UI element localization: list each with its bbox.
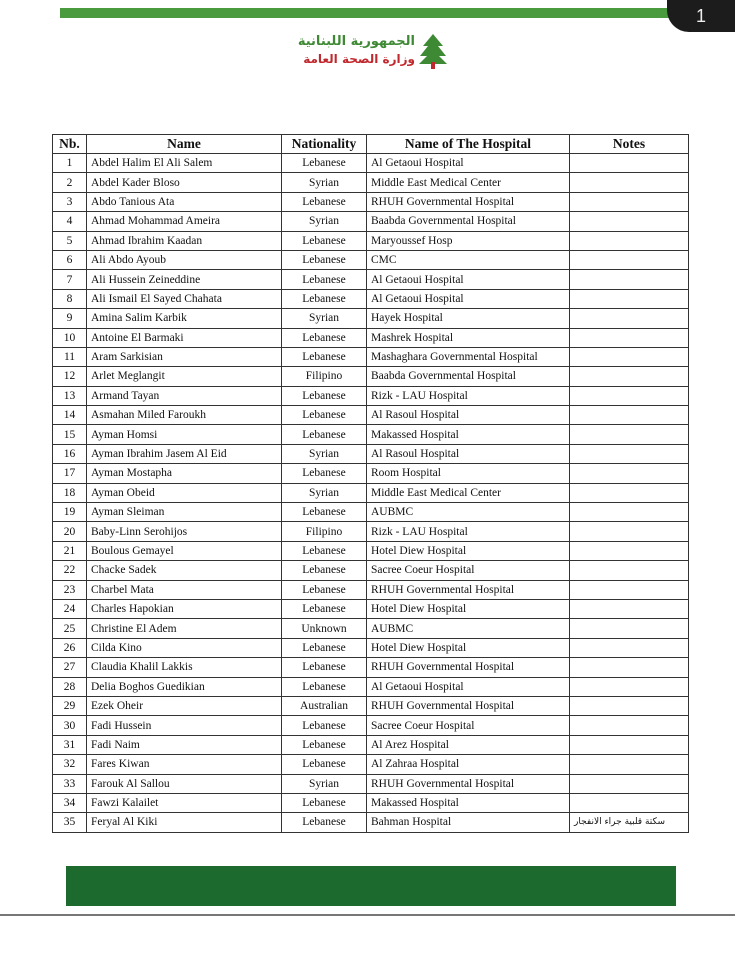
cell-nb: 5 xyxy=(53,231,87,250)
cell-nationality: Syrian xyxy=(282,774,367,793)
footer-band xyxy=(66,866,676,906)
cell-nationality: Lebanese xyxy=(282,464,367,483)
footer-rule xyxy=(0,914,735,916)
cell-nationality: Lebanese xyxy=(282,658,367,677)
cell-name: Fares Kiwan xyxy=(87,755,282,774)
cell-name: Amina Salim Karbik xyxy=(87,309,282,328)
header-nationality: Nationality xyxy=(282,135,367,154)
cell-nationality: Lebanese xyxy=(282,406,367,425)
table-row xyxy=(53,522,689,541)
cell-nationality: Syrian xyxy=(282,483,367,502)
cell-nb: 17 xyxy=(53,464,87,483)
cell-hospital: Hotel Diew Hospital xyxy=(367,638,570,657)
cell-nb: 2 xyxy=(53,173,87,192)
cell-nb: 21 xyxy=(53,541,87,560)
cell-notes xyxy=(570,192,689,211)
cell-nationality: Lebanese xyxy=(282,192,367,211)
cell-name: Ayman Homsi xyxy=(87,425,282,444)
cell-name: Antoine El Barmaki xyxy=(87,328,282,347)
cell-nb: 33 xyxy=(53,774,87,793)
cell-hospital: Middle East Medical Center xyxy=(367,173,570,192)
cell-nb: 8 xyxy=(53,289,87,308)
table-row xyxy=(53,813,689,832)
cell-hospital: Room Hospital xyxy=(367,464,570,483)
table-row xyxy=(53,425,689,444)
cell-nb: 7 xyxy=(53,270,87,289)
cell-nb: 18 xyxy=(53,483,87,502)
header-name: Name xyxy=(87,135,282,154)
cell-notes xyxy=(570,386,689,405)
cell-nb: 12 xyxy=(53,367,87,386)
cell-name: Claudia Khalil Lakkis xyxy=(87,658,282,677)
cell-name: Ayman Ibrahim Jasem Al Eid xyxy=(87,444,282,463)
cell-name: Ali Abdo Ayoub xyxy=(87,250,282,269)
cell-nationality: Lebanese xyxy=(282,231,367,250)
table-row xyxy=(53,464,689,483)
cell-nationality: Filipino xyxy=(282,522,367,541)
cell-hospital: Makassed Hospital xyxy=(367,425,570,444)
cell-nb: 35 xyxy=(53,813,87,832)
table-row xyxy=(53,774,689,793)
page-indicator: 1 xyxy=(667,0,735,32)
cell-nationality: Syrian xyxy=(282,309,367,328)
cell-nationality: Syrian xyxy=(282,444,367,463)
cell-hospital: Sacree Coeur Hospital xyxy=(367,561,570,580)
cell-notes xyxy=(570,347,689,366)
cell-hospital: RHUH Governmental Hospital xyxy=(367,580,570,599)
cell-nb: 32 xyxy=(53,755,87,774)
table-row xyxy=(53,503,689,522)
table-row xyxy=(53,347,689,366)
table-row xyxy=(53,483,689,502)
cell-name: Armand Tayan xyxy=(87,386,282,405)
cell-notes xyxy=(570,677,689,696)
logo-ministry-text: وزارة الصحة العامة xyxy=(303,52,415,66)
cell-notes xyxy=(570,619,689,638)
table-row xyxy=(53,173,689,192)
cell-nationality: Lebanese xyxy=(282,328,367,347)
cell-notes xyxy=(570,464,689,483)
cell-name: Delia Boghos Guedikian xyxy=(87,677,282,696)
cell-name: Ayman Obeid xyxy=(87,483,282,502)
cell-notes xyxy=(570,716,689,735)
cell-nationality: Lebanese xyxy=(282,250,367,269)
cell-name: Charles Hapokian xyxy=(87,599,282,618)
table-row xyxy=(53,328,689,347)
cell-hospital: Al Rasoul Hospital xyxy=(367,406,570,425)
cell-nb: 1 xyxy=(53,154,87,173)
cell-hospital: Al Zahraa Hospital xyxy=(367,755,570,774)
cell-notes xyxy=(570,173,689,192)
cell-hospital: RHUH Governmental Hospital xyxy=(367,696,570,715)
cell-notes xyxy=(570,774,689,793)
cell-notes xyxy=(570,522,689,541)
cell-nb: 25 xyxy=(53,619,87,638)
table-row xyxy=(53,250,689,269)
cell-nationality: Syrian xyxy=(282,212,367,231)
cell-name: Farouk Al Sallou xyxy=(87,774,282,793)
cell-hospital: Mashaghara Governmental Hospital xyxy=(367,347,570,366)
top-accent-bar xyxy=(60,8,680,18)
cell-notes xyxy=(570,250,689,269)
cell-name: Ali Hussein Zeineddine xyxy=(87,270,282,289)
cell-notes xyxy=(570,154,689,173)
cell-name: Ahmad Ibrahim Kaadan xyxy=(87,231,282,250)
cell-name: Ali Ismail El Sayed Chahata xyxy=(87,289,282,308)
cell-nb: 28 xyxy=(53,677,87,696)
cell-name: Charbel Mata xyxy=(87,580,282,599)
table-row xyxy=(53,696,689,715)
cell-nb: 26 xyxy=(53,638,87,657)
header-notes: Notes xyxy=(570,135,689,154)
cell-hospital: Hayek Hospital xyxy=(367,309,570,328)
cell-notes xyxy=(570,406,689,425)
cell-nb: 14 xyxy=(53,406,87,425)
cell-name: Abdo Tanious Ata xyxy=(87,192,282,211)
cell-name: Ahmad Mohammad Ameira xyxy=(87,212,282,231)
cell-nationality: Lebanese xyxy=(282,154,367,173)
cell-nb: 27 xyxy=(53,658,87,677)
cell-name: Ezek Oheir xyxy=(87,696,282,715)
cell-notes xyxy=(570,793,689,812)
cell-name: Cilda Kino xyxy=(87,638,282,657)
cell-hospital: Al Rasoul Hospital xyxy=(367,444,570,463)
cell-hospital: Mashrek Hospital xyxy=(367,328,570,347)
cell-nb: 15 xyxy=(53,425,87,444)
cell-notes xyxy=(570,444,689,463)
cell-nb: 10 xyxy=(53,328,87,347)
cell-hospital: Rizk - LAU Hospital xyxy=(367,386,570,405)
cell-nb: 23 xyxy=(53,580,87,599)
table-row xyxy=(53,619,689,638)
cell-hospital: Maryoussef Hosp xyxy=(367,231,570,250)
table-row xyxy=(53,735,689,754)
cell-name: Fawzi Kalailet xyxy=(87,793,282,812)
logo-republic-text: الجمهورية اللبنانية xyxy=(297,34,415,49)
cell-hospital: Al Getaoui Hospital xyxy=(367,154,570,173)
cell-nationality: Lebanese xyxy=(282,503,367,522)
table-row xyxy=(53,561,689,580)
cell-hospital: AUBMC xyxy=(367,503,570,522)
table-row xyxy=(53,231,689,250)
table-row xyxy=(53,755,689,774)
cell-nationality: Filipino xyxy=(282,367,367,386)
cedar-icon xyxy=(417,32,449,70)
ministry-logo xyxy=(285,30,455,72)
cell-notes xyxy=(570,755,689,774)
cell-nationality: Lebanese xyxy=(282,425,367,444)
header-nb: Nb. xyxy=(53,135,87,154)
cell-hospital: Middle East Medical Center xyxy=(367,483,570,502)
cell-notes xyxy=(570,231,689,250)
cell-notes xyxy=(570,328,689,347)
cell-nationality: Lebanese xyxy=(282,735,367,754)
cell-hospital: CMC xyxy=(367,250,570,269)
cell-nationality: Lebanese xyxy=(282,638,367,657)
cell-notes xyxy=(570,735,689,754)
cell-nationality: Lebanese xyxy=(282,793,367,812)
table-row xyxy=(53,154,689,173)
cell-notes xyxy=(570,289,689,308)
cell-nb: 11 xyxy=(53,347,87,366)
cell-nb: 19 xyxy=(53,503,87,522)
cell-hospital: Sacree Coeur Hospital xyxy=(367,716,570,735)
cell-notes xyxy=(570,638,689,657)
cell-name: Ayman Mostapha xyxy=(87,464,282,483)
table-row xyxy=(53,367,689,386)
cell-nationality: Lebanese xyxy=(282,347,367,366)
cell-nb: 6 xyxy=(53,250,87,269)
table-row xyxy=(53,386,689,405)
cell-hospital: Al Getaoui Hospital xyxy=(367,289,570,308)
cell-name: Fadi Hussein xyxy=(87,716,282,735)
table-row xyxy=(53,406,689,425)
cell-nationality: Lebanese xyxy=(282,813,367,832)
cell-hospital: Makassed Hospital xyxy=(367,793,570,812)
cell-notes xyxy=(570,270,689,289)
cell-name: Fadi Naim xyxy=(87,735,282,754)
cell-nationality: Unknown xyxy=(282,619,367,638)
cell-notes xyxy=(570,503,689,522)
cell-notes: سكتة قلبية جراء الانفجار xyxy=(570,813,689,832)
cell-nb: 30 xyxy=(53,716,87,735)
cell-name: Christine El Adem xyxy=(87,619,282,638)
cell-nb: 16 xyxy=(53,444,87,463)
table-row xyxy=(53,716,689,735)
cell-name: Chacke Sadek xyxy=(87,561,282,580)
cell-name: Abdel Halim El Ali Salem xyxy=(87,154,282,173)
cell-nationality: Lebanese xyxy=(282,289,367,308)
table-row xyxy=(53,309,689,328)
table-row xyxy=(53,192,689,211)
table-row xyxy=(53,212,689,231)
cell-nationality: Lebanese xyxy=(282,386,367,405)
table-row xyxy=(53,541,689,560)
cell-nationality: Lebanese xyxy=(282,599,367,618)
header-hospital: Name of The Hospital xyxy=(367,135,570,154)
cell-nationality: Lebanese xyxy=(282,677,367,696)
cell-name: Feryal Al Kiki xyxy=(87,813,282,832)
cell-notes xyxy=(570,425,689,444)
cell-hospital: RHUH Governmental Hospital xyxy=(367,774,570,793)
cell-nb: 31 xyxy=(53,735,87,754)
cell-nb: 13 xyxy=(53,386,87,405)
cell-nb: 9 xyxy=(53,309,87,328)
cell-nb: 22 xyxy=(53,561,87,580)
cell-hospital: AUBMC xyxy=(367,619,570,638)
cell-notes xyxy=(570,696,689,715)
table-row xyxy=(53,599,689,618)
casualty-table xyxy=(52,134,689,833)
cell-nb: 24 xyxy=(53,599,87,618)
table-row xyxy=(53,658,689,677)
cell-nationality: Lebanese xyxy=(282,580,367,599)
cell-name: Boulous Gemayel xyxy=(87,541,282,560)
cell-name: Aram Sarkisian xyxy=(87,347,282,366)
cell-notes xyxy=(570,541,689,560)
cell-nationality: Syrian xyxy=(282,173,367,192)
table-row xyxy=(53,289,689,308)
table-row xyxy=(53,677,689,696)
table-row xyxy=(53,444,689,463)
cell-hospital: Rizk - LAU Hospital xyxy=(367,522,570,541)
table-row xyxy=(53,793,689,812)
cell-hospital: Al Getaoui Hospital xyxy=(367,677,570,696)
cell-hospital: Baabda Governmental Hospital xyxy=(367,367,570,386)
table-row xyxy=(53,638,689,657)
cell-hospital: Hotel Diew Hospital xyxy=(367,599,570,618)
cell-nationality: Lebanese xyxy=(282,561,367,580)
cell-notes xyxy=(570,212,689,231)
cell-notes xyxy=(570,658,689,677)
cell-notes xyxy=(570,309,689,328)
cell-hospital: Hotel Diew Hospital xyxy=(367,541,570,560)
cell-notes xyxy=(570,580,689,599)
cell-name: Asmahan Miled Faroukh xyxy=(87,406,282,425)
cell-hospital: Baabda Governmental Hospital xyxy=(367,212,570,231)
table-row xyxy=(53,580,689,599)
cell-hospital: Al Arez Hospital xyxy=(367,735,570,754)
table-row xyxy=(53,270,689,289)
cell-name: Baby-Linn Serohijos xyxy=(87,522,282,541)
cell-hospital: RHUH Governmental Hospital xyxy=(367,192,570,211)
cell-nb: 20 xyxy=(53,522,87,541)
cell-hospital: Al Getaoui Hospital xyxy=(367,270,570,289)
cell-nb: 4 xyxy=(53,212,87,231)
cell-hospital: RHUH Governmental Hospital xyxy=(367,658,570,677)
cell-name: Arlet Meglangit xyxy=(87,367,282,386)
cell-nationality: Lebanese xyxy=(282,270,367,289)
cell-name: Abdel Kader Bloso xyxy=(87,173,282,192)
cell-notes xyxy=(570,367,689,386)
cell-hospital: Bahman Hospital xyxy=(367,813,570,832)
table-header-row xyxy=(53,135,689,154)
cell-nationality: Lebanese xyxy=(282,755,367,774)
cell-notes xyxy=(570,599,689,618)
cell-notes xyxy=(570,483,689,502)
cell-name: Ayman Sleiman xyxy=(87,503,282,522)
cell-nationality: Australian xyxy=(282,696,367,715)
cell-nationality: Lebanese xyxy=(282,716,367,735)
cell-nb: 29 xyxy=(53,696,87,715)
cell-nb: 34 xyxy=(53,793,87,812)
cell-notes xyxy=(570,561,689,580)
cell-nationality: Lebanese xyxy=(282,541,367,560)
cell-nb: 3 xyxy=(53,192,87,211)
